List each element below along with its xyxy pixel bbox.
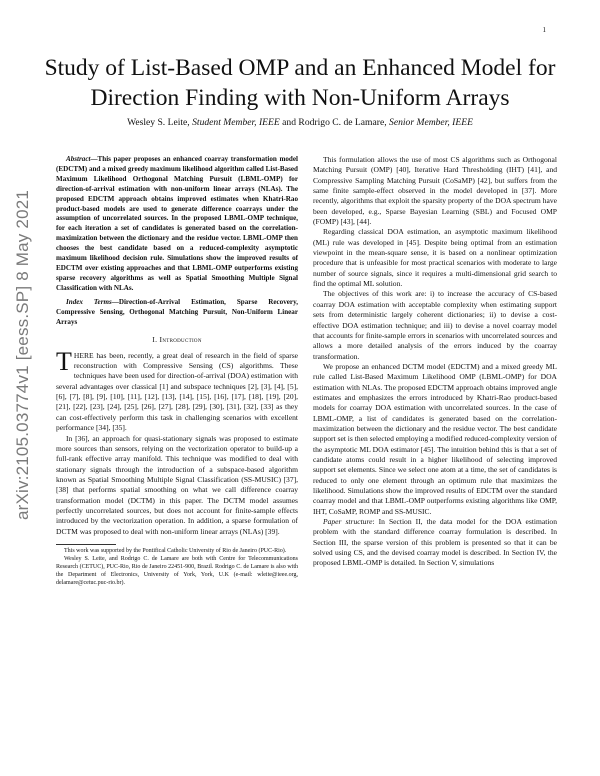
right-column [313,155,557,569]
right-paragraph-2: Regarding classical DOA estimation, an asymptotic maximum likelihood (ML) rule was developed in [45]. Despite being optimal from an estimation viewpoint in the mean-square sense, it is based on a nonlinear optimization procedure that is unfeasible for most practical scenarios with moderate to large number of source signals, since it requires a multi-dimensional grid search to find the optimal ML solution. [313,227,557,289]
author-2: and Rodrigo C. de Lamare, [282,117,387,128]
author-2-role: Senior Member, IEEE [389,117,473,128]
drop-cap: T [56,346,72,376]
right-paragraph-3: The objectives of this work are: i) to increase the accuracy of CS-based coarray DOA estimation with acceptable complexity when estimating support sets from deterministic largely coherent dictionaries; ii) to devise a cost-effective DOA estimation technique; and iii) to devise a novel coarray model that accounts for finite-sample errors in scenarios with uncorrelated sources and allows a more detailed analysis of the errors induced by the coarray transformation. [313,289,557,361]
footnote-divider [56,544,116,545]
section-heading-introduction: I. Introduction [152,335,202,345]
arxiv-id-text: arXiv:2105.03774v1 [eess.SP] 8 May 2021 [13,189,32,521]
right-paragraph-4: We propose an enhanced DCTM model (EDCTM) and a mixed greedy ML rule called List-Based Maximum Likelihood OMP (LBML-OMP) for DOA estimation with NLAs. The proposed EDCTM approach obtains improved angle estimates and emphasizes the errors introduced by Khatri-Rao product-based models for coarray DOA estimation with uncorrelated sources. In the case of LBML-OMP, a list of candidates is generated based on the correlation-maximization between the dictionary and the residue vector. The best candidate support set is then selected employing a modified reduced-complexity version of the asymptotic ML DOA estimator [45]. The intuition behind this is that a set of candidate atoms could result in a higher likelihood of selecting improved support set elements. Since we select one atom at a time, the set of candidates is reduced to only one element through an optimum rule that maximizes the likelihood. Simulations show the improved results of EDCTM over the standard coarray model and that LBML-OMP outperforms existing algorithms like OMP, IHT, CoSaMP, ROMP and SS-MUSIC. [313,361,557,516]
paper-structure-lead: Paper structure [323,517,373,527]
intro-paragraph-2: In [36], an approach for quasi-stationary signals was proposed to estimate more sources than sensors, relying on the vectorization operator to build-up a full-rank effective array manifold. This technique was modified to deal with stationary signals through the introduction of a subspace-based algorithm known as Spatial Smoothing Multiple Signal Classification (SS-MUSIC) [37], [38] that performs spatial smoothing on what we call difference coarray transformation model (DCTM) in this paper. The DCTM model assumes perfectly uncorrelated sources, but does not account for finite-sample effects introduced by the vectorization operation. In addition, a sparse formulation of DCTM was proposed to deal with non-uniform linear arrays (NLAs) [39]. [56,433,298,536]
abstract [56,155,298,294]
abstract-text: —This paper proposes an enhanced coarray transformation model (EDCTM) and a mixed greedy maximum likelihood algorithm called List-Based Maximum Likelihood Orthogonal Matching Pursuit (LBML-OMP) for direction-of-arrival estimation with non-uniform linear arrays (NLAs). The proposed EDCTM approach obtains improved estimates when Khatri-Rao product-based models are used to generate difference coarrays under the assumption of uncorrelated sources. In the proposed LBML-OMP technique, for each iteration a set of candidates is generated based on the correlation-maximization between the dictionary and the residue vector. LBML-OMP then chooses the best candidate based on a reduced-complexity asymptotic maximum likelihood decision rule. Simulations show the improved results of EDCTM over existing approaches and that LBML-OMP outperforms existing sparse recovery algorithms as well as Spatial Smoothing Multiple Signal Classification with NLAs. [56,155,298,292]
page-number: 1 [542,26,546,34]
paper-title: Study of List-Based OMP and an Enhanced Model for Direction Finding with Non-Uniform Arrays [44,55,556,111]
index-terms-text: —Direction-of-Arrival Estimation, Sparse Recovery, Compressive Sensing, Orthogonal Matching Pursuit, Non-Uniform Linear Arrays [56,297,298,326]
author-1: Wesley S. Leite, [127,117,190,128]
intro-paragraph-1 [56,346,298,434]
footnote-funding: This work was supported by the Pontifical Catholic University of Rio de Janeiro (PUC-Rio). [64,547,287,554]
left-column [56,155,298,587]
abstract-lead: Abstract [66,155,91,163]
footnotes [56,548,298,588]
index-terms [56,298,298,328]
author-line [40,117,560,128]
intro-p1-text: has been, recently, a great deal of research in the field of sparse reconstruction with Compressive Sensing (CS) algorithms. These techniques have been used for direction-of-arrival (DOA) estimation with several advantages over classical [1] and subspace techniques [2], [3], [4], [5], [6], [7], [8], [9], [10], [11], [12], [13], [14], [15], [16], [17], [18], [19], [20], [21], [22], [23], [24], [25], [26], [27], [28], [29], [30], [31], [32], [33] as they can cost-effectively perform this task in challenging scenarios with excellent performance [34], [35]. [56,350,298,433]
index-terms-lead: Index Terms [66,297,112,306]
arxiv-identifier [8,120,38,590]
author-1-role: Student Member, IEEE [192,117,280,128]
first-word-rest: HERE [73,350,94,360]
paper-structure-text: : In Section II, the data model for the DOA estimation problem with the standard difference coarray formulation is described. In Section III, the sparse version of this problem is presented so that it can be solved using CS, and the devised coarray model is described. In Section IV, the proposed LBML-OMP is detailed. In Section V, simulations [313,517,557,568]
right-paragraph-1: This formulation allows the use of most CS algorithms such as Orthogonal Matching Pursuit (OMP) [40], Iterative Hard Thresholding (IHT) [41], and Compressive Sampling Matching Pursuit (CoSaMP) [42], but suffers from the same finite sample-effect observed in the model developed in [37]. More recently, algorithms that exploit the sparsity property of the DOA spectrum have been developed, e.g., Sparse Bayesian Learning (SBL) and Focused OMP (FOMP) [43], [44]. [313,155,557,227]
paper-structure-paragraph [313,517,557,569]
footnote-affiliations: Wesley S. Leite, and Rodrigo C. de Lamare are both with Centre for Telecommunications Research (CETUC), PUC-Rio, Rio de Janeiro 22451-900, Brazil. Rodrigo C. de Lamare is also with the Department of Electronics, University of York, York, U.K (e-mail: wleite@ieee.org, delamare@cetuc.puc-rio.br). [56,555,298,586]
